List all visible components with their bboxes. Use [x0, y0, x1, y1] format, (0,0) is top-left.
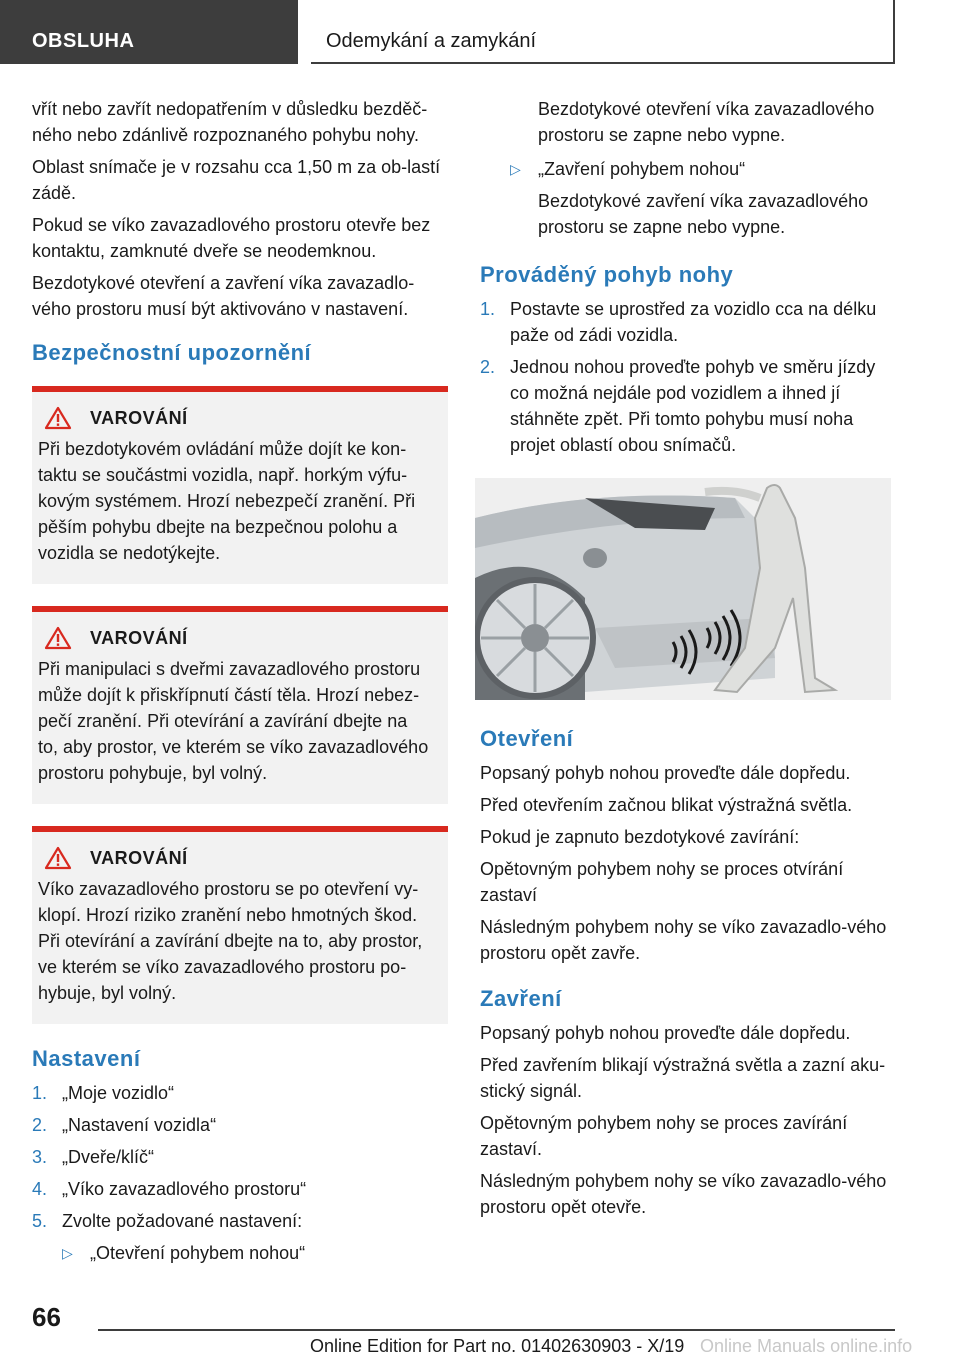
warning-box: [32, 826, 448, 1024]
watermark: Online Manuals online.info: [700, 1336, 913, 1356]
header-chapter-label: Odemykání a zamykání: [326, 30, 537, 52]
car-rear-illustration-icon: [475, 478, 891, 700]
movement-heading: Prováděný pohyb nohy: [480, 262, 734, 287]
warning-header: [38, 406, 432, 430]
sub-option: ▷ „Zavření pohybem nohou“: [480, 156, 896, 182]
warning-triangle-icon: [44, 846, 72, 870]
warning-text: Při manipulaci s dveřmi zavazadlového prostoru může dojít k přiskřípnutí částí těla. Hrozí nebez-pečí zranění. Při otevírání a zavírání dbejte na to, aby prostor, ve kterém se víko zavazadlového prostoru pohybuje, byl volný.: [38, 659, 429, 783]
list-item: 2. „Nastavení vozidla“: [32, 1115, 217, 1135]
list-item: 1. Postavte se uprostřed za vozidlo cca na délku paže od zádi vozidla.: [480, 299, 877, 345]
sub-option-description: Bezdotykové otevření víka zavazadlového prostoru se zapne nebo vypne.: [538, 99, 875, 145]
warning-triangle-icon: [44, 406, 72, 430]
paragraph: Následným pohybem nohy se víko zavazadlo-vého prostoru opět otevře.: [480, 1171, 887, 1217]
sub-option-description: Bezdotykové zavření víka zavazadlového prostoru se zapne nebo vypne.: [538, 191, 869, 237]
list-item: 2. Jednou nohou proveďte pohyb ve směru jízdy co možná nejdále pod vozidlem a ihned jí stáhněte zpět. Při tomto pohybu musí noha projet oblastí obou snímačů.: [480, 357, 876, 455]
right-column: [480, 96, 896, 1226]
page-number: 66: [32, 1302, 61, 1332]
footer-divider: [98, 1329, 895, 1331]
paragraph: Před zavřením blikají výstražná světla a zazní aku-stický signál.: [480, 1055, 886, 1101]
triangle-bullet-icon: ▷: [510, 161, 521, 177]
paragraph: Oblast snímače je v rozsahu cca 1,50 m za ob-lastí zádě.: [32, 157, 441, 203]
movement-steps-list: [480, 296, 896, 458]
left-column: [32, 96, 448, 1272]
paragraph: Opětovným pohybem nohy se proces otvírání zastaví: [480, 859, 844, 905]
warning-box: [32, 606, 448, 804]
list-item: 4. „Víko zavazadlového prostoru“: [32, 1179, 307, 1199]
warning-title: VAROVÁNÍ: [90, 627, 188, 648]
warning-header: [38, 846, 432, 870]
warning-title: VAROVÁNÍ: [90, 847, 188, 868]
header-section-tab: [0, 0, 298, 64]
settings-steps-list: [32, 1080, 448, 1234]
warning-text: Při bezdotykovém ovládání může dojít ke kon-taktu se součástmi vozidla, např. horkým výfu-kovým systémem. Hrozí nebezpečí zranění. Při pěším pohybu dbejte na bezpečnou polohu a vozidla se nedotýkejte.: [38, 439, 416, 563]
settings-heading: Nastavení: [32, 1046, 141, 1071]
close-heading: Zavření: [480, 986, 562, 1011]
warning-text: Víko zavazadlového prostoru se po otevření vy-klopí. Hrozí riziko zranění nebo hmotných škod. Při otevírání a zavírání dbejte na to, aby prostor, ve kterém se víko zavazadlového prostoru po-hybuje, byl volný.: [38, 879, 423, 1003]
warning-triangle-icon: [44, 626, 72, 650]
warning-title: VAROVÁNÍ: [90, 407, 188, 428]
paragraph: Bezdotykové otevření a zavření víka zavazadlo-vého prostoru musí být aktivováno v nastavení.: [32, 273, 415, 319]
footer-edition: Online Edition for Part no. 01402630903 - X/19: [310, 1336, 685, 1356]
paragraph: Popsaný pohyb nohou proveďte dále dopředu.: [480, 763, 851, 783]
sub-option: ▷ „Otevření pohybem nohou“: [32, 1240, 448, 1266]
paragraph: Popsaný pohyb nohou proveďte dále dopředu.: [480, 1023, 851, 1043]
paragraph: Pokud se víko zavazadlového prostoru otevře bez kontaktu, zamknuté dveře se neodemknou.: [32, 215, 431, 261]
safety-heading: Bezpečnostní upozornění: [32, 340, 312, 365]
list-item: 1. „Moje vozidlo“: [32, 1083, 175, 1103]
list-item: 5. Zvolte požadované nastavení:: [32, 1211, 303, 1231]
list-item: 3. „Dveře/klíč“: [32, 1147, 155, 1167]
header-section-label: OBSLUHA: [32, 30, 135, 52]
open-heading: Otevření: [480, 726, 574, 751]
paragraph: Před otevřením začnou blikat výstražná světla.: [480, 795, 853, 815]
paragraph: vřít nebo zavřít nedopatřením v důsledku bezděč-ného nebo zdánlivě rozpoznaného pohybu nohy.: [32, 99, 428, 145]
foot-gesture-illustration: [475, 478, 891, 700]
warning-header: [38, 626, 432, 650]
paragraph: Následným pohybem nohy se víko zavazadlo-vého prostoru opět zavře.: [480, 917, 887, 963]
triangle-bullet-icon: ▷: [62, 1245, 73, 1261]
paragraph: Opětovným pohybem nohy se proces zavírání zastaví.: [480, 1113, 848, 1159]
header-chapter-tab: [311, 0, 895, 64]
paragraph: Pokud je zapnuto bezdotykové zavírání:: [480, 827, 800, 847]
warning-box: [32, 386, 448, 584]
